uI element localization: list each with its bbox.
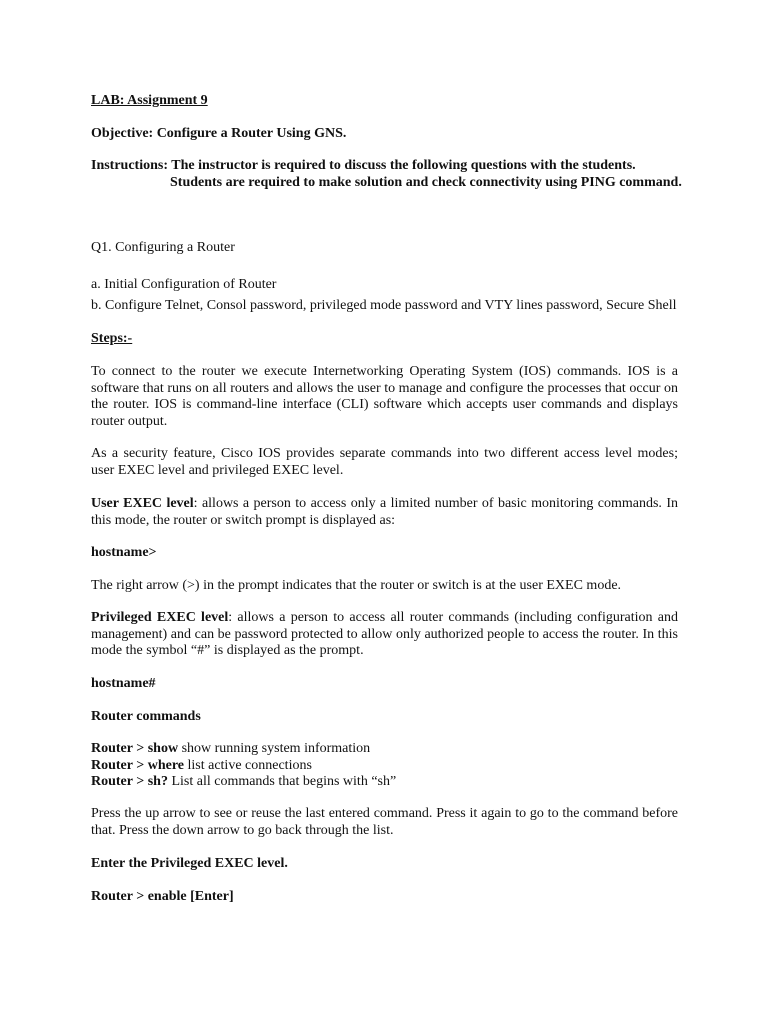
lab-title: LAB: Assignment 9 <box>91 93 208 108</box>
instructions-line-2: Students are required to make solution and check connectivity using PING command. <box>170 175 682 190</box>
steps-heading: Steps:- <box>91 331 133 346</box>
q1-item-a: a. Initial Configuration of Router <box>91 277 277 292</box>
q1-item-b: b. Configure Telnet, Consol password, privileged mode password and VTY lines password, Secure Shell <box>91 298 677 313</box>
command-list <box>91 741 396 791</box>
prompt-privileged-exec: hostname# <box>91 676 156 691</box>
command-description: List all commands that begins with “sh” <box>167 774 397 789</box>
priv-exec-term: Privileged EXEC level <box>91 610 229 625</box>
paragraph-security: As a security feature, Cisco IOS provides separate commands into two different access level modes; user EXEC level and privileged EXEC level. <box>91 446 678 478</box>
command-row <box>91 741 396 758</box>
enter-privileged-heading: Enter the Privileged EXEC level. <box>91 856 288 871</box>
command-text: Router > where <box>91 757 184 773</box>
paragraph-ios: To connect to the router we execute Internetworking Operating System (IOS) commands. IOS is a software that runs on all routers and allows the user to manage and configure the processes that occur on the router. IOS is command-line interface (CLI) software which accepts user commands and displays router output. <box>91 364 678 429</box>
priv-exec-text: : allows a person to access all router commands (including configuration and management) and can be password protected to allow only authorized people to access the router. In this mode the symbol “#” is displayed as the prompt. <box>91 610 678 658</box>
prompt-user-exec: hostname> <box>91 545 157 560</box>
paragraph-user-exec <box>91 496 678 529</box>
q1-title: Q1. Configuring a Router <box>91 240 235 255</box>
instructions-text-1: The instructor is required to discuss the following questions with the students. <box>171 158 636 173</box>
command-row <box>91 758 396 775</box>
command-row <box>91 774 396 791</box>
command-text: Router > sh? <box>91 774 168 789</box>
router-commands-heading: Router commands <box>91 709 201 724</box>
objective: Objective: Configure a Router Using GNS. <box>91 126 347 141</box>
command-description: show running system information <box>178 741 371 756</box>
instructions-line-1 <box>91 158 636 175</box>
user-exec-text: : allows a person to access only a limited number of basic monitoring commands. In this mode, the router or switch prompt is displayed as: <box>91 496 678 528</box>
command-description: list active connections <box>184 757 312 773</box>
command-text: Router > show <box>91 741 179 756</box>
user-exec-term: User EXEC level <box>91 496 194 511</box>
paragraph-up-arrow: Press the up arrow to see or reuse the last entered command. Press it again to go to the command before that. Press the down arrow to go back through the list. <box>91 806 678 838</box>
paragraph-privileged-exec <box>91 610 678 660</box>
enable-command: Router > enable [Enter] <box>91 889 234 904</box>
paragraph-right-arrow: The right arrow (>) in the prompt indicates that the router or switch is at the user EXEC mode. <box>91 578 622 593</box>
instructions-label: Instructions: <box>91 158 169 173</box>
